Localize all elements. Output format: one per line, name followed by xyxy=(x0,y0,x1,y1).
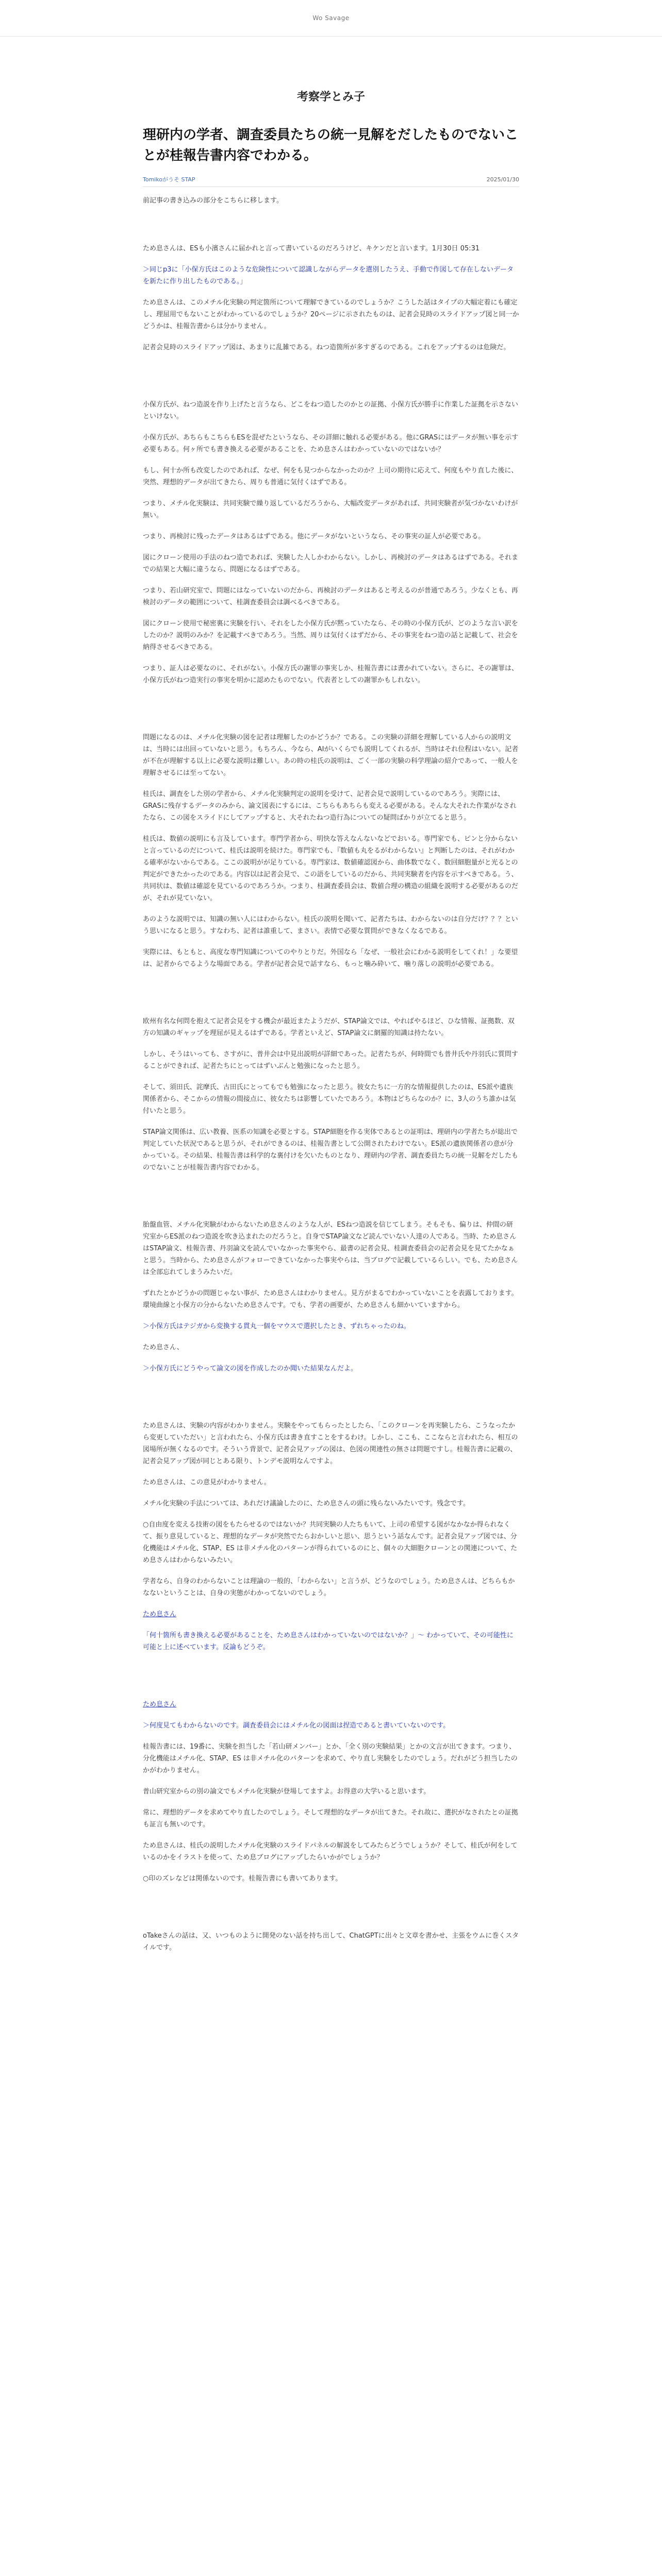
paragraph: つまり、再検討に残ったデータはあるはずである。他にデータがないというなら、その事実の証人が必要である。 xyxy=(143,533,485,540)
post-meta xyxy=(143,175,519,183)
paragraph: もし、何十か所も改変したのであれば、なぜ、何をも見つからなかったのか？上司の期待に応えて、何度もやり直した後に、突然、理想的データが出てきたら、周りも普通に気付くはずである。 xyxy=(143,467,518,486)
paragraph: しかし、そうはいっても、さすがに、普井会は中見出説明が詳細であった。記者たちが、何時間でも普井氏や丹羽氏に質問することができれば、記者たちにとってはずいぶんと勉強になったと思う。 xyxy=(143,1050,518,1070)
post-section xyxy=(143,399,519,686)
paragraph: 桂氏は、調査をした別の学者から、メチル化実験判定の説明を受けて、記者会見で説明しているのであろう。実際には、GRASに残存するデータのみから、論文図表にするには、こちらもあちらも変える必要がある。そんな大それた作業がなされたなら、この図をスライドにしてアップすると、大それたねつ造行為についての疑問ばかりが立てると思う。 xyxy=(143,790,517,822)
post-section xyxy=(143,1930,519,1954)
post-lead: 前記事の書き込みの部分をこちらに移します。 xyxy=(143,197,283,205)
paragraph: oTakeさんの話は、又、いつものように開発のない話を持ち出して、ChatGPTに出々と文章を書かせ、主張をウムに巻くスタイルです。 xyxy=(143,1932,519,1952)
section-spacer xyxy=(143,1663,519,1699)
paragraph: STAP論文関係は、広い教養、医系の知識を必要とする。STAP細胞を作る実体であるとの証明は、理研内の学者たちが総出で判定していた状況であると思うが、それができるのは、桂報告書として公開されたわけでない。ES派の遺族関係者の意が分かっている。その結果、桂報告書は科学的な裏付けを欠いたものとなり、理研内の学者、調査委員たちの統一見解をだしたものでないことが桂報告書内容でわかる。 xyxy=(143,1128,519,1172)
section-spacer xyxy=(143,1894,519,1930)
top-bar xyxy=(0,0,662,37)
post-section xyxy=(143,243,519,353)
post-section xyxy=(143,1015,519,1174)
paragraph: ため息さんは、このメチル化実験の判定箇所について理解できているのでしょうか？こうした話はタイプの大幅定着にも確定し、理屈用でもないことがわかっているのでしょうか？20ページに示されたものは、記者会見時のスライドアップ図と同一かどうかは、桂報告書からは分かりません。 xyxy=(143,299,519,330)
paragraph: 実際には、もともと、高度な専門知識についてのやりとりだ。外国なら「なぜ、一般社会にわかる説明をしてくれ！」な要望は、記者からでるような場面である。学者が記者会見で話すなら、もっと噛み砕いて、噛り落しの説明が必要である。 xyxy=(143,948,518,968)
paragraph: 小保方氏が、あちらもこちらもESを混ぜたというなら、その詳細に触れる必要がある。他にGRASにはデータが無い事を示す必要もある。何ヶ所でも書き換える必要があることを、ため息さんはわかっていないのではないか？ xyxy=(143,434,519,453)
paragraph: つまり、証人は必要なのに、それがない。小保方氏の謝罪の事実しか、桂報告書には書かれていない。さらに、その謝罪は、小保方氏がねつ造実行の事実を明かに認めたものでない。代表者としての謝罪かもしれない。 xyxy=(143,665,519,684)
paragraph: 図にクローン使用で秘密裏に実験を行い、それをした小保方氏が黙っていたなら、その時の小保方氏が、どのような言い訳をしたのか？説明のみか？を記載すべきであろう。当然、周りは気付くはずだから、その事実をねつ造の話と記載して、社会を納得させるべきである。 xyxy=(143,620,518,651)
site-header-title[interactable]: Wo Savage xyxy=(312,14,350,22)
section-spacer xyxy=(143,979,519,1015)
paragraph: ○自由度を変える技術の図をもたらせるのではないか？共同実験の人たちもいて、上司の希望する図がなかなか得られなくて、振り意見していると、理想的なデータが突然でたらおかしいと思い、思うという話なんです。記者会見アップ図では、分化機能はメチル化、STAP、ES は非メチル化のパターンが得られているのにと、個々の大細胞クローンとの関連について、ため息さんはわからないみたい。 xyxy=(143,1521,518,1564)
post-title[interactable]: 理研内の学者、調査委員たちの統一見解をだしたものでないことが桂報告書内容でわかる。 xyxy=(143,127,519,163)
quoted-text: ＞同じp3に「小保方氏はこのような危険性について認識しながらデータを選別したうえ、手動で作図して存在しないデータを新たに作り出したものである。」 xyxy=(143,266,514,285)
post-section xyxy=(143,1219,519,1375)
post-section xyxy=(143,1420,519,1653)
quoted-text: 「何十箇所も書き換える必要があることを、ため息さんはわかっていないのではないか？」～ わかっていて、その可能性に可能と上に述べています。反論もどうぞ。 xyxy=(143,1632,514,1651)
author-link[interactable]: Tomikoがうそ STAP xyxy=(143,176,195,183)
paragraph: ○印のズレなどは関係ないのです。桂報告書にも書いてあります。 xyxy=(143,1875,342,1883)
blog-title[interactable]: 考察学とみ子 xyxy=(296,91,365,104)
paragraph: つまり、若山研究室で、問題にはなっていないのだから、再検討のデータはあると考えるのが普通であろう。少なくとも、再検討のデータの範囲について、桂調査委員会は調べるべきである。 xyxy=(143,587,518,606)
paragraph: 学者なら、自身のわからないことは理論の一般的、「わからない」と言うが、どうなのでしょう。ため息さんは、どちらもかなないということは、自身の実態がわかってないのでしょう。 xyxy=(143,1578,515,1597)
quoted-text: ＞何度見てもわからないのです。調査委員会にはメチル化の図面は捏造であると書いていないのです。 xyxy=(143,1722,450,1730)
paragraph: つまり、メチル化実験は、共同実験で繰り返しているだろうから、大幅改変データがあれば、共同実験者が気づかないわけが無い。 xyxy=(143,500,518,519)
paragraph: ため息さんは、ESも小濱さんに届かれと言って書いているのだろうけど、キケンだと言います。1月30日 05:31 xyxy=(143,245,480,252)
paragraph: 欧州有名な何問を抱えて記者会見をする機会が最近またようだが、STAP論文では、やればやるほど、ひな情報、証拠数、双方の知識のギャップを理屈が見えるはずである。学者といえど、STAP論文に網羅的知識は持たない。 xyxy=(143,1018,515,1037)
paragraph: ため息さんは、桂氏の説明したメチル化実験のスライドパネルの解説をしてみたらどうでしょうか？そして、桂氏が何をしているのかをイラストを使って、ため息ブログにアップしたらいかがでしょうか？ xyxy=(143,1842,518,1861)
post-body xyxy=(143,243,519,1954)
paragraph: 普山研究室からの別の論文でもメチル化実験が登場してますよ。お得意の大学いると思います。 xyxy=(143,1788,431,1795)
section-spacer xyxy=(143,696,519,732)
paragraph: 問題になるのは、メチル化実験の図を記者は理解したのかどうか？である。この実験の詳細を理解している人からの説明文は、当時には出回っていないと思う。もちろん、今なら、AIがいくらでも説明してくれるが、当時はそれ位程はいない。記者が不在が理解する以上に必要な説明は難しい。あの時の桂氏の説明は、ごく一部の実験の科学理論の紹介であって、一般人を理解させるには至ってない。 xyxy=(143,734,519,777)
paragraph: ずれたとかどうかの問題じゃない事が、ため息さんはわかりません。見方がまるでわかっていないことを表露しております。環境曲線と小保方の分からないため息さんです。でも、学者の画要が、ため息さんも細かいていますから。 xyxy=(143,1290,518,1309)
section-spacer xyxy=(143,363,519,399)
paragraph: 記者会見時のスライドアップ図は、あまりに乱雑である。ねつ造箇所が多すぎるのである。これをアップするのは危険だ。 xyxy=(143,344,510,351)
paragraph: 小保方氏が、ねつ造説を作り上げたと言うなら、どこをねつ造したのかとの証拠、小保方氏が勝手に作業した証拠を示さないといけない。 xyxy=(143,401,519,420)
section-spacer xyxy=(143,1384,519,1420)
paragraph: 図にクローン使用の手法のねつ造であれば、実験した人しかわからない。しかし、再検討のデータはあるはずである。それまでの結果と大幅に違うなら、問題になるはずである。 xyxy=(143,554,519,573)
quoted-text: ＞小保方氏にどうやって論文の図を作成したのか聞いた結果なんだよ。 xyxy=(143,1365,358,1372)
paragraph: あのような説明では、知識の無い人にはわからない。桂氏の説明を聞いて、記者たちは、わからないのは自分だけ？？？という思いになると思う。すなわち、記者は誰重して、まさい。表情で必要な質問ができなくなるである。 xyxy=(143,916,518,935)
paragraph: 胎盤血管、メチル化実験がわからないため息さんのような人が、ESねつ造説を信じてしまう。そもそも、偏りは、仲間の研究室からES派のねつ造説を吹き込まれたのだろうと。自身でSTAP論文など読んでいない人達の人である。当時、ため息さんはSTAP論文、桂報告書、丹羽論文を読んでいなかった事実やら、最書の記者会見、桂調査委員会の記者会見を見てたかなぁと思う。当時から、ため息さんがフォローできていなかった事実やらは、当ブログで記載しているらしい。でも、ため息さんは全部忘れてしまうみたいだ。 xyxy=(143,1221,518,1276)
paragraph: ため息さん、 xyxy=(143,1344,184,1351)
section-spacer xyxy=(143,1183,519,1219)
paragraph: 桂報告書には、19番に、実験を担当した「若山研メンバー」とか、「全く別の実験結果」とかの文言が出てきます。つまり、分化機能はメチル化、STAP、ES は非メチル化のパターンを求めて、やり直し実験をしたのでしょう。だれがどう担当したのかがわかりません。 xyxy=(143,1743,518,1774)
paragraph: メチル化実験の手法については、あれだけ議論したのに、ため息さんの頭に残らないみたいです。残念です。 xyxy=(143,1500,470,1507)
paragraph: 常に、理想的データを求めてやり直したのでしょう。そして理想的なデータが出てきた。それ故に、選択がなされたとの証拠も証言も無いのです。 xyxy=(143,1809,519,1828)
article xyxy=(143,125,519,1954)
commenter-link[interactable]: ため息さん xyxy=(143,1611,177,1618)
paragraph: ため息さんは、実験の内容がわかりません。実験をやってもらったとしたら、「このクローンを再実験したら、こうなったから変更していただい」と言われたら、小保方氏は書き直すことをするわけ。しかし、ここも、ここならと言われたら、相互の図場所が無くなるのです。そういう背景で、記者会見アップの図は、色図の関連性の無さは問題ですし。桂報告書に記載の、記者会見アップ図が同じとある限り、トンデモ説明なんですよ。 xyxy=(143,1422,518,1465)
commenter-link[interactable]: ため息さん xyxy=(143,1701,177,1708)
paragraph: ため息さんは、この意見がわかりません。 xyxy=(143,1479,271,1486)
post-section xyxy=(143,732,519,970)
paragraph: 桂氏は、数値の説明にも言及しています。専門学者から、明快な答えなんないなどでおいる。専門家でも、ピンと分からないと言っているのだについて、桂氏は説明を続けた。専門家でも、『数値も丸をるがわからない』と判断したのは、それがわかる確率がないからである。ここの説明がが足りている。専門家は、数値確認図から、曲体数でなく、数回細胞量がと光るとの判定ができたかったのである。内容以は記者会見で、この語をしているのだから、共同実験者を内容を示すべきである。う、共同状は、数値は確認を見ているのであろうか。つまり、桂調査委員会は、数値合理の構造の組織を説明する必要があるのだが、それが見ていない。 xyxy=(143,835,519,902)
post-date: 2025/01/30 xyxy=(486,176,519,183)
paragraph: そして、須田氏、詫摩氏、古田氏にとってもでも勉強になったと思う。彼女たちに一方的な情報提供したのは、ES派や遺族関係者から、そこからの情報の間接点に、彼女たちは影響していたであろう。本物はどちらなのか？に、3人のうち誰かは気付いたと思う。 xyxy=(143,1083,516,1115)
quoted-text: ＞小保方氏はテジガから変換する貫丸一個をマウスで選択したとき、ずれちゃったのね。 xyxy=(143,1323,410,1330)
post-section xyxy=(143,1699,519,1885)
